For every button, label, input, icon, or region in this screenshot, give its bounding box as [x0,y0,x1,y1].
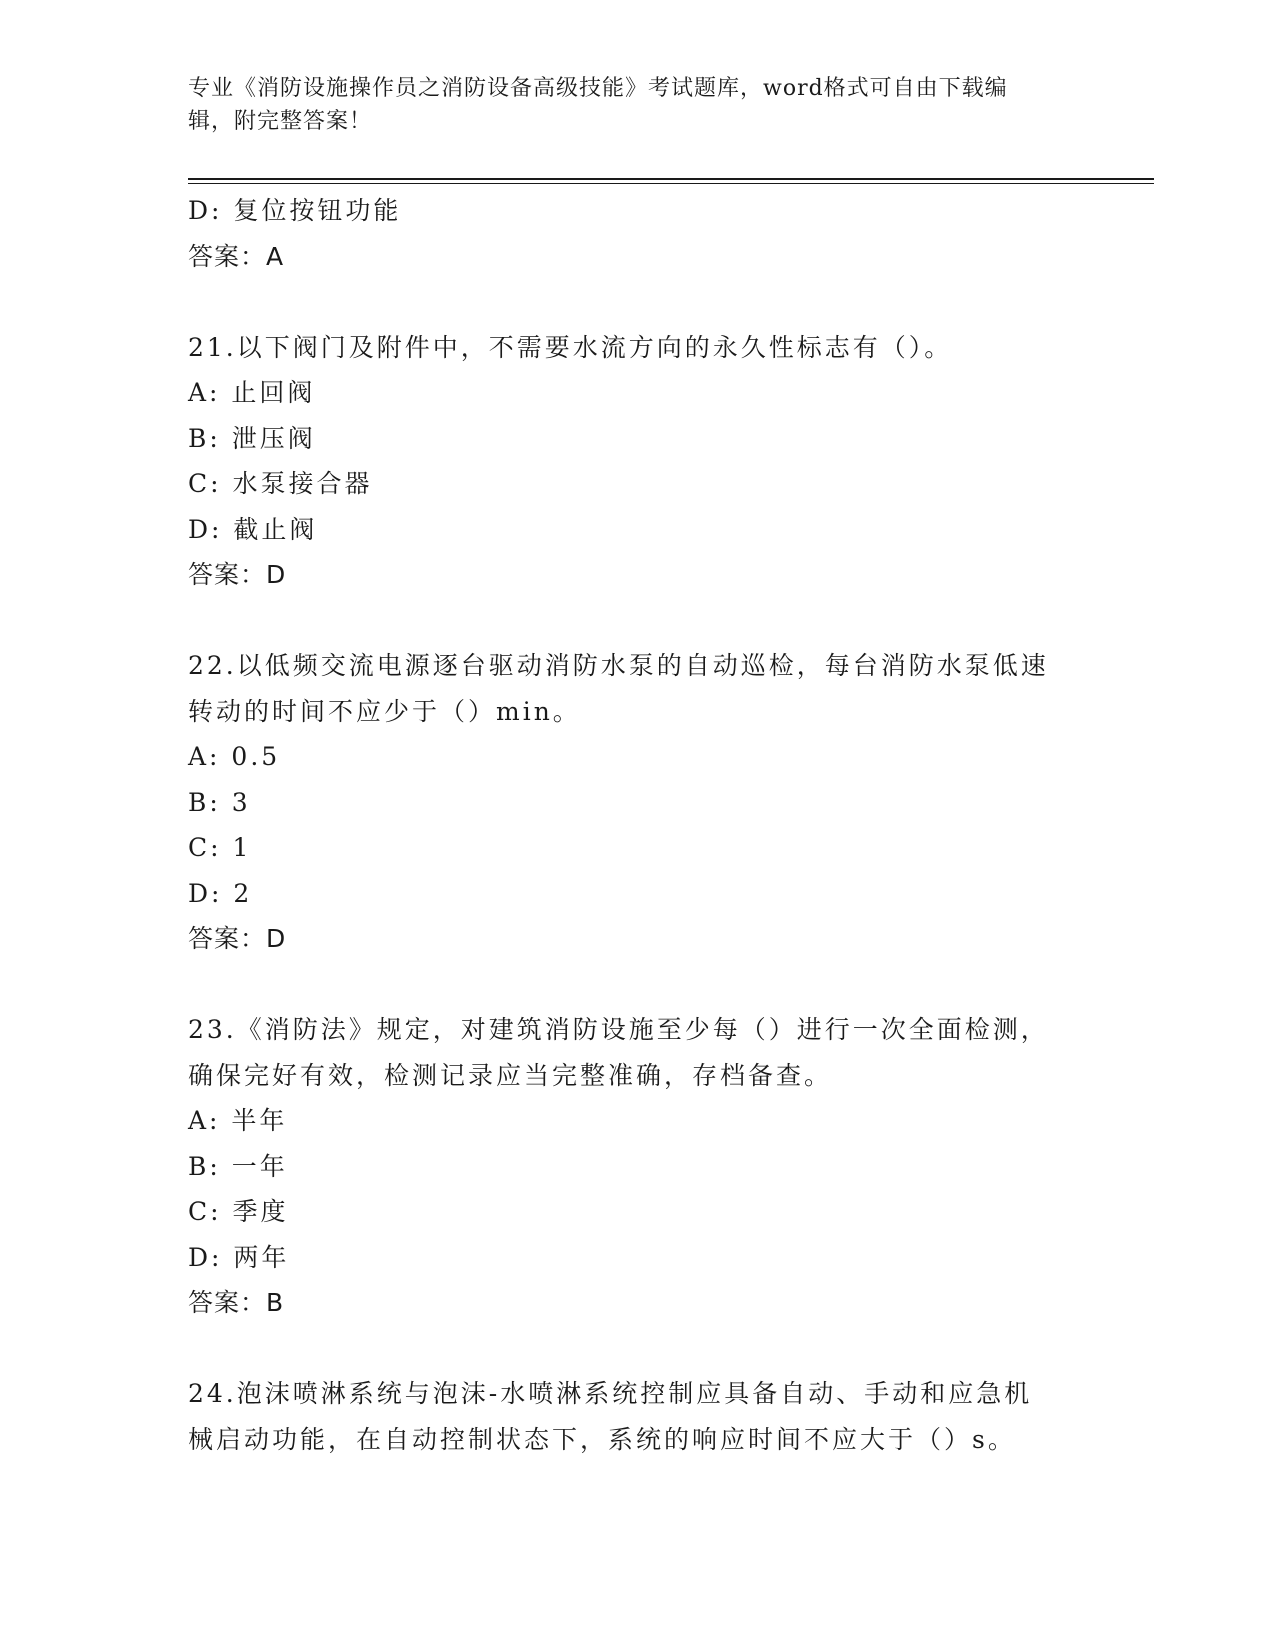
answer-line: 答案：D [188,560,287,589]
option-b: B: 3 [188,787,251,817]
question-stem-line-1: 22.以低频交流电源逐台驱动消防水泵的自动巡检，每台消防水泵低速 [188,651,1049,680]
question-stem: 21.以下阀门及附件中，不需要水流方向的永久性标志有（）。 [188,332,953,362]
question-content [188,188,1088,1462]
header-line-2: 辑，附完整答案！ [188,109,373,134]
spacer [188,598,1088,644]
answer-line: 答案：B [188,1288,285,1317]
question-stem-line-2: 转动的时间不应少于（）min。 [188,696,581,726]
header-divider-thin [188,183,1154,184]
option-d: D: 2 [188,878,253,908]
answer-line: 答案：A [188,241,285,271]
question-22 [188,643,1088,962]
header-divider-thick [188,178,1154,180]
option-a: A: 半年 [188,1106,288,1135]
question-stem-line-1: 23.《消防法》规定，对建筑消防设施至少每（）进行一次全面检测， [188,1015,1049,1044]
spacer [188,962,1088,1008]
option-a: A: 0.5 [188,742,281,771]
option-c: C: 水泵接合器 [188,469,373,498]
page-header [188,72,1068,138]
header-line-1: 专业《消防设施操作员之消防设备高级技能》考试题库，word格式可自由下载编 [188,76,1008,101]
question-24 [188,1371,1088,1462]
option-c: C: 季度 [188,1197,289,1226]
answer-line: 答案：D [188,924,287,953]
question-stem-line-2: 械启动功能，在自动控制状态下，系统的响应时间不应大于（）s。 [188,1424,1016,1454]
question-stem-line-1: 24.泡沫喷淋系统与泡沫-水喷淋系统控制应具备自动、手动和应急机 [188,1379,1033,1408]
question-23 [188,1007,1088,1326]
option-d: D: 复位按钮功能 [188,196,402,225]
spacer [188,279,1088,325]
option-a: A: 止回阀 [188,378,316,407]
option-d: D: 两年 [188,1242,290,1272]
option-c: C: 1 [188,833,252,862]
option-d: D: 截止阀 [188,514,318,544]
option-b: B: 一年 [188,1151,288,1181]
question-21 [188,325,1088,598]
question-stem-line-2: 确保完好有效，检测记录应当完整准确，存档备查。 [188,1060,833,1090]
option-b: B: 泄压阀 [188,423,316,453]
spacer [188,1326,1088,1372]
